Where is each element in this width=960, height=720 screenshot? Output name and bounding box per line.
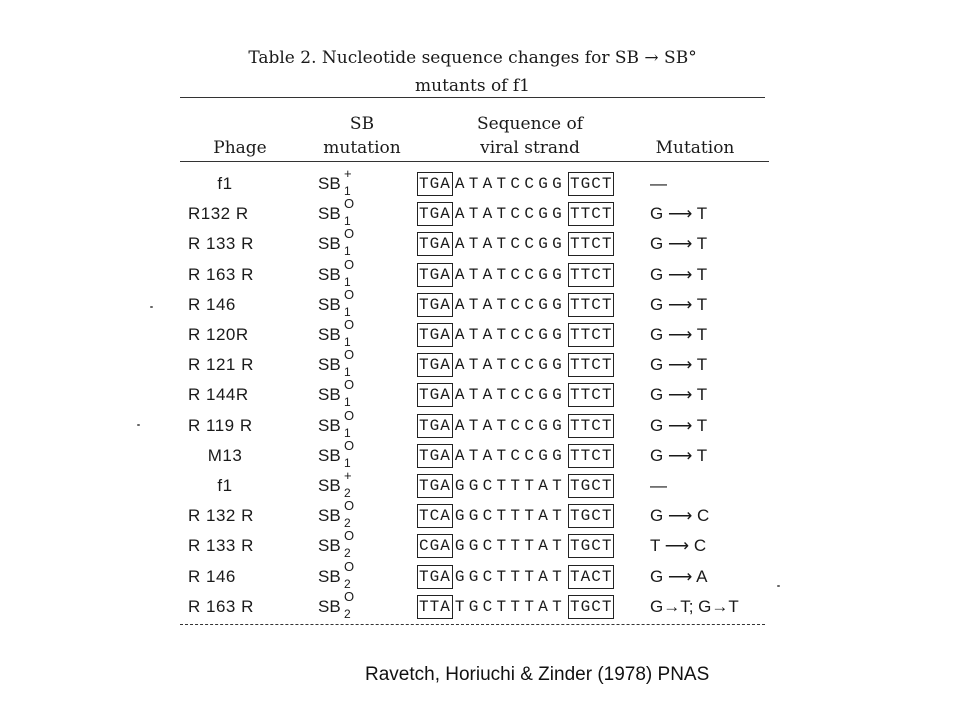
phage-cell: R 133 R [188,536,254,556]
sequence-cell [417,595,614,619]
mutation-cell: G ⟶ T [650,294,708,314]
mutation-cell: T ⟶ C [650,536,707,556]
sequence-middle: ATATCCGG [454,416,567,435]
mutation-cell: G ⟶ T [650,355,708,375]
sequence-box-left: TGA [417,353,453,377]
sb-label: SB [318,506,341,526]
sb-subscript: 1 [344,425,351,440]
table-row [0,528,960,562]
header-sequence [455,112,605,160]
sb-mutation-cell [318,377,355,410]
sequence-cell [417,565,614,589]
sb-label: SB [318,415,341,435]
mutation-cell: G ⟶ T [650,445,708,465]
sb-mutation-cell [318,256,355,289]
table-row [0,377,960,411]
sb-mutation-cell [318,407,355,440]
sb-subscript: 1 [344,214,351,229]
sb-label: SB [318,325,341,344]
table-row [0,588,960,623]
sequence-cell [417,263,614,287]
sb-mutation-cell [318,286,355,319]
sequence-cell [417,504,614,528]
sb-subscript: 2 [344,546,351,561]
sequence-cell [417,323,614,347]
sb-superscript: O [344,588,355,604]
sb-mutation-cell [318,347,355,380]
table-row [0,256,960,291]
sequence-box-left: TGA [417,383,453,407]
sequence-box-left: TTA [417,595,453,619]
sequence-box-left: TGA [417,444,453,468]
table-row [0,468,960,502]
sequence-middle: ATATCCGG [454,326,567,344]
sb-subscript: 1 [344,304,351,319]
mutation-cell: G ⟶ T [650,264,708,284]
sb-superscript: O [344,437,355,453]
sb-subscript: 2 [344,606,351,621]
sb-superscript: O [344,196,355,212]
table-row [0,347,960,381]
phage-cell: R 146 [188,566,236,586]
sequence-box-left: TGA [417,232,453,256]
phage-cell: R 119 R [188,415,253,435]
sequence-box-right: TTCT [568,444,614,468]
header-seq-line2: viral strand [480,138,580,158]
header-sb-line1: SB [349,114,375,134]
sequence-middle: ATATCCGG [454,356,567,375]
sb-subscript: 1 [344,365,351,380]
sequence-box-left: TGA [417,565,453,589]
table-row [0,498,960,532]
sequence-box-left: TGA [417,172,453,196]
sb-superscript: O [344,347,355,363]
sb-mutation-cell [318,468,352,500]
sequence-cell [417,474,614,498]
sb-subscript: 1 [344,184,351,198]
sb-label: SB [318,385,341,405]
sequence-middle: ATATCCGG [454,235,567,254]
header-rule [180,161,769,162]
mutation-cell: G→T; G→T [650,596,739,616]
sb-subscript: 1 [344,455,351,470]
mutation-cell: G ⟶ A [650,566,708,586]
sb-superscript: O [344,528,355,544]
sb-subscript: 2 [344,516,351,531]
sb-label: SB [318,355,341,375]
top-rule [180,97,765,98]
mutation-cell: — [650,476,667,495]
sequence-box-left: TGA [417,293,453,317]
sequence-cell [417,232,614,256]
sb-label: SB [318,234,341,254]
sb-label: SB [318,294,341,314]
sequence-box-left: TCA [417,504,453,528]
header-phage-label: Phage [213,138,267,158]
sb-label: SB [318,566,341,586]
sb-label: SB [318,596,341,616]
sequence-box-right: TTCT [568,232,614,256]
sb-subscript: 1 [344,395,351,410]
sb-mutation-cell [318,498,355,531]
sb-label: SB [318,264,341,284]
sequence-box-right: TGCT [568,595,614,619]
table-title [180,44,765,100]
sequence-box-right: TTCT [568,323,614,347]
mutation-cell: G ⟶ T [650,385,708,405]
phage-cell: f1 [217,174,233,193]
sequence-box-right: TACT [568,565,614,589]
sequence-cell [417,383,614,407]
mutation-cell: G ⟶ T [650,415,708,435]
sequence-cell [417,202,614,226]
sequence-box-left: CGA [417,534,453,558]
table-row [0,196,960,230]
sb-mutation-cell [318,528,355,561]
sb-superscript: O [344,256,355,272]
sb-label: SB [318,536,341,556]
table-row [0,166,960,200]
sequence-middle: TGCTTTAT [454,597,567,616]
citation: Ravetch, Horiuchi & Zinder (1978) PNAS [365,664,710,685]
header-seq-line1: Sequence of [476,114,584,134]
sb-subscript: 1 [344,244,351,259]
sequence-box-right: TGCT [568,474,614,498]
header-phage [195,136,285,160]
sequence-cell [417,444,614,468]
sequence-box-right: TGCT [568,172,614,196]
sb-mutation-cell [318,166,352,198]
sb-mutation-cell [318,226,355,259]
sb-superscript: + [344,468,352,483]
sb-subscript: 2 [344,486,351,500]
sequence-middle: ATATCCGG [454,175,567,193]
sequence-middle: GGCTTTAT [454,477,567,495]
sequence-middle: ATATCCGG [454,386,567,405]
sequence-cell [417,414,614,438]
sequence-box-right: TTCT [568,263,614,287]
phage-cell: R 163 R [188,264,254,284]
phage-cell: R 144R [188,385,249,405]
scan-speck [137,424,140,426]
sequence-middle: GGCTTTAT [454,507,567,526]
phage-cell: R 146 [188,294,236,314]
mutation-cell: G ⟶ C [650,506,710,526]
sb-superscript: O [344,407,355,423]
sequence-cell [417,353,614,377]
mutation-cell: G ⟶ T [650,204,708,224]
sequence-middle: GGCTTTAT [454,567,567,586]
sequence-box-left: TGA [417,474,453,498]
phage-cell: R 133 R [188,234,254,254]
table-row [0,407,960,442]
phage-cell: R 132 R [188,506,254,526]
sequence-middle: GGCTTTAT [454,537,567,556]
sequence-middle: ATATCCGG [454,295,567,314]
phage-cell: R 120R [188,325,249,344]
mutation-cell: G ⟶ T [650,325,708,344]
sb-label: SB [318,445,341,465]
phage-cell: f1 [217,476,233,495]
sb-label: SB [318,204,341,224]
sb-superscript: O [344,317,355,332]
sequence-cell [417,172,614,196]
sb-subscript: 1 [344,274,351,289]
sequence-box-left: TGA [417,414,453,438]
sequence-box-right: TTCT [568,293,614,317]
header-mutation-label: Mutation [655,138,735,158]
phage-cell: R 163 R [188,596,254,616]
sb-superscript: O [344,498,355,514]
table-title-line2: mutants of f1 [415,76,530,96]
header-mutation [640,136,750,160]
sequence-middle: ATATCCGG [454,446,567,465]
sequence-box-right: TGCT [568,534,614,558]
sb-subscript: 2 [344,576,351,591]
phage-cell: M13 [207,445,243,465]
sequence-box-left: TGA [417,323,453,347]
sb-label: SB [318,476,341,495]
header-sb-mutation [312,112,412,160]
sb-superscript: O [344,286,355,302]
sb-mutation-cell [318,437,355,470]
scan-speck [150,306,153,308]
sequence-middle: ATATCCGG [454,265,567,284]
table-row [0,317,960,351]
scan-speck [777,585,780,587]
phage-cell: R 121 R [188,355,254,375]
sb-superscript: O [344,377,355,393]
sb-subscript: 1 [344,335,351,349]
sb-superscript: O [344,558,355,574]
phage-cell: R132 R [188,204,249,224]
sb-mutation-cell [318,196,355,229]
sb-superscript: + [344,166,352,181]
sb-mutation-cell [318,588,355,621]
table-row [0,437,960,472]
sequence-box-right: TTCT [568,383,614,407]
sb-mutation-cell [318,558,355,591]
sb-superscript: O [344,226,355,242]
table-row [0,286,960,321]
bottom-rule [180,624,765,625]
sb-mutation-cell [318,317,355,349]
header-sb-line2: mutation [323,138,401,158]
sequence-cell [417,534,614,558]
sequence-box-right: TGCT [568,504,614,528]
sequence-box-right: TTCT [568,353,614,377]
sequence-box-right: TTCT [568,414,614,438]
sequence-cell [417,293,614,317]
mutation-cell: — [650,174,667,193]
sequence-box-left: TGA [417,202,453,226]
table-row [0,558,960,593]
sb-label: SB [318,174,341,193]
table-row [0,226,960,260]
sequence-box-left: TGA [417,263,453,287]
mutation-cell: G ⟶ T [650,234,708,254]
sequence-middle: ATATCCGG [454,205,567,224]
table-title-line1: Table 2. Nucleotide sequence changes for SB → SB° [248,48,697,68]
sequence-box-right: TTCT [568,202,614,226]
